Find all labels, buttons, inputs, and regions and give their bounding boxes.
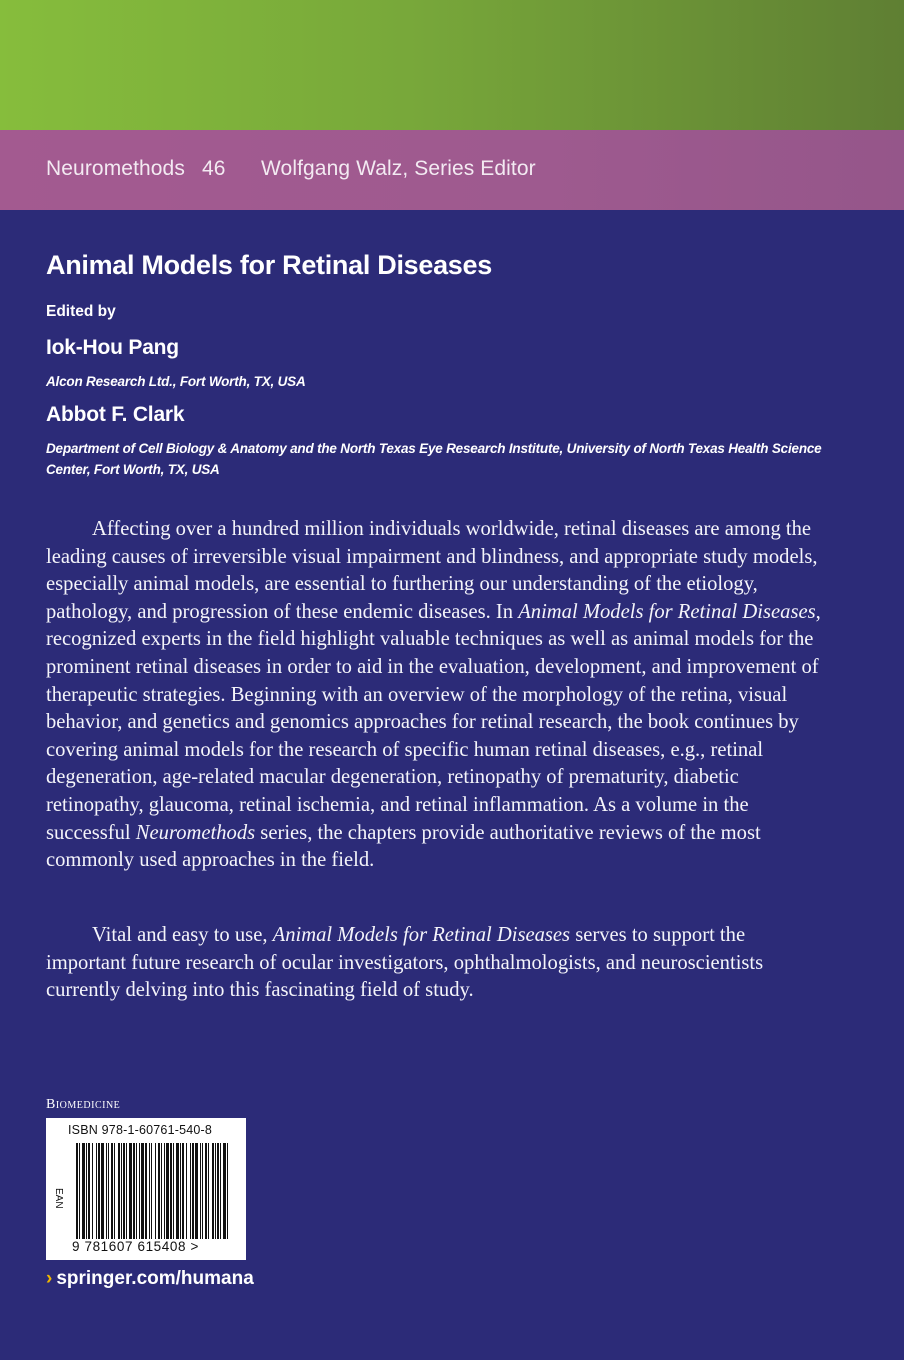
barcode-bar	[192, 1143, 194, 1239]
barcode-bar	[170, 1143, 172, 1239]
para1-text-a: Affecting over a hundred million individuals worldwide, retinal diseases are among the leading causes of irreversible visual impairment and blindness, and appropriate study models, especially animal models, are essential to furthering our understanding of the etiology, pathology, and progression of these endemic diseases. In	[46, 518, 818, 623]
isbn-text: ISBN 978-1-60761-540-8	[68, 1123, 213, 1137]
editor-affiliation-2: Department of Cell Biology & Anatomy and the North Texas Eye Research Institute, University of North Texas Health Science Center, Fort Worth, TX, USA	[46, 441, 822, 477]
barcode-bar	[173, 1143, 174, 1239]
category-label: Biomedicine	[46, 1097, 121, 1112]
barcode-bar	[182, 1143, 184, 1239]
para2-text-a: Vital and easy to use,	[92, 924, 273, 946]
chevron-right-icon: ›	[46, 1268, 53, 1289]
barcode-bar	[227, 1143, 228, 1239]
barcode-bar	[215, 1143, 216, 1239]
barcode-bar	[101, 1143, 104, 1239]
barcode-bar	[149, 1143, 150, 1239]
para2-text-b: serves to support the important future research of ocular investigators, ophthalmologists, and neuroscientists currently delving into this fascinating field of study.	[46, 924, 764, 1002]
barcode-bar	[151, 1143, 152, 1239]
barcode-bar	[133, 1143, 135, 1239]
para1-series-name: Neuromethods	[135, 821, 256, 844]
book-title: Animal Models for Retinal Diseases	[46, 250, 492, 280]
para1-text-b: , recognized experts in the field highlight valuable techniques as well as animal models for the prominent retinal diseases in order to aid in the evaluation, development, and improvement of therapeutic strategies. Beginning with an overview of the morphology of the retina, visual behavior, and genetics and genomics approaches for retinal research, the book continues by covering animal models for the research of specific human retinal diseases, e.g., retinal degeneration, age-related macular degeneration, retinopathy of prematurity, diabetic retinopathy, glaucoma, retinal ischemia, and retinal inflammation. As a volume in the successful	[46, 600, 821, 844]
series-name: Neuromethods	[46, 157, 185, 180]
barcode-bars	[76, 1143, 228, 1239]
top-color-band	[0, 0, 904, 130]
barcode-box	[46, 1118, 246, 1260]
series-number: 46	[202, 157, 226, 180]
barcode-bar	[82, 1143, 85, 1239]
barcode-bar	[106, 1143, 107, 1239]
barcode-bar	[139, 1143, 140, 1239]
editor-name-2: Abbot F. Clark	[46, 403, 185, 426]
barcode-bar	[136, 1143, 137, 1239]
barcode-bar	[88, 1143, 90, 1239]
edited-by-label: Edited by	[46, 303, 116, 320]
barcode-bar	[141, 1143, 144, 1239]
barcode-number: 9 781607 615408 >	[72, 1239, 199, 1254]
para1-text-c: series, the chapters provide authoritative reviews of the most commonly used approaches in the field.	[46, 821, 761, 872]
publisher-url-text: springer.com/humana	[56, 1268, 254, 1289]
barcode-bar	[114, 1143, 115, 1239]
barcode-bar	[202, 1143, 203, 1239]
barcode-bar	[145, 1143, 147, 1239]
para1-book-title: Animal Models for Retinal Diseases	[518, 600, 816, 623]
barcode-bar	[155, 1143, 156, 1239]
barcode-bar	[76, 1143, 78, 1239]
barcode-bar	[96, 1143, 97, 1239]
barcode-bar	[92, 1143, 93, 1239]
barcode-bar	[158, 1143, 160, 1239]
barcode-bar	[205, 1143, 207, 1239]
barcode-bar	[121, 1143, 122, 1239]
barcode-bar	[98, 1143, 100, 1239]
barcode-bar	[176, 1143, 179, 1239]
barcode-bar	[126, 1143, 127, 1239]
series-editor: Wolfgang Walz, Series Editor	[261, 157, 536, 180]
editor-affiliation-1: Alcon Research Ltd., Fort Worth, TX, USA	[46, 374, 306, 389]
barcode-bar	[111, 1143, 113, 1239]
barcode-bar	[108, 1143, 109, 1239]
ean-label: EAN	[53, 1188, 64, 1209]
barcode-bar	[166, 1143, 169, 1239]
barcode-bar	[208, 1143, 209, 1239]
editor-name-1: Iok-Hou Pang	[46, 336, 179, 359]
barcode-bar	[186, 1143, 187, 1239]
barcode-bar	[220, 1143, 221, 1239]
publisher-url[interactable]	[46, 1268, 254, 1290]
barcode-bar	[212, 1143, 214, 1239]
barcode-bar	[79, 1143, 80, 1239]
barcode-bar	[190, 1143, 191, 1239]
barcode-bar	[195, 1143, 198, 1239]
para2-book-title: Animal Models for Retinal Diseases	[272, 924, 571, 946]
description-paragraph-1	[46, 516, 826, 875]
barcode-bar	[129, 1143, 132, 1239]
barcode-bar	[123, 1143, 125, 1239]
barcode-bar	[180, 1143, 181, 1239]
barcode-bar	[86, 1143, 87, 1239]
barcode-bar	[161, 1143, 162, 1239]
barcode-bar	[200, 1143, 201, 1239]
description-paragraph-2	[46, 922, 826, 1005]
barcode-bar	[217, 1143, 219, 1239]
barcode-bar	[223, 1143, 226, 1239]
barcode-bar	[164, 1143, 165, 1239]
barcode-bar	[118, 1143, 120, 1239]
